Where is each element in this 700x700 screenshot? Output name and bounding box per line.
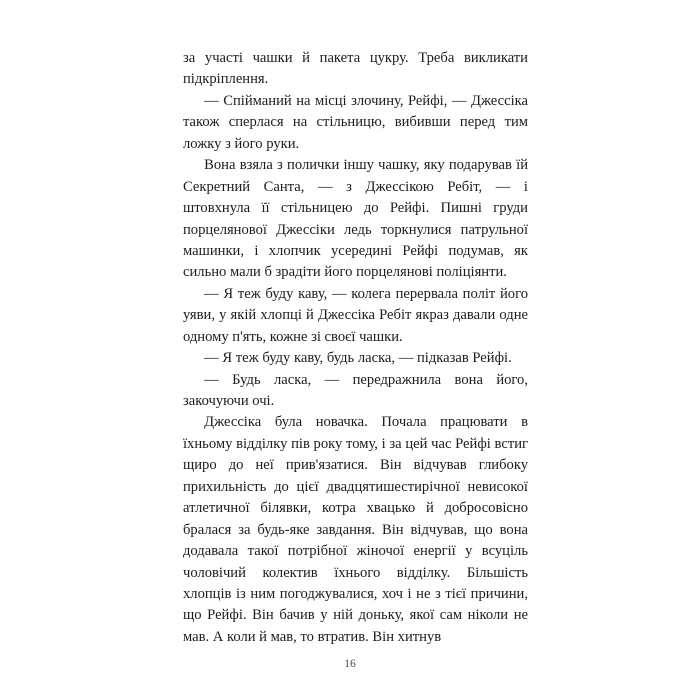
paragraph: — Спійманий на місці злочину, Рейфі, — Джессіка також сперлася на стільницю, вибивши перед тим ложку з його руки. (183, 92, 528, 152)
page-number: 16 (344, 658, 356, 670)
body-text-column (183, 48, 528, 648)
paragraph: за участі чашки й пакета цукру. Треба викликати підкріплення. (183, 50, 528, 88)
paragraph: Джессіка була новачка. Почала працювати в їхньому відділку пів року тому, і за цей час Рейфі встиг щиро до неї прив'язатися. Він відчував глибоку прихильність до цієї двадцятишестирічної невисокої атлетичної білявки, котра хвацько й добросовісно бралася за будь-яке завдання. Він відчував, що вона додавала такої потрібної жіночої енергії у всуціль чоловічий колектив їхнього відділку. Більшість хлопців із ним погоджувалися, хоч і не з тієї причини, що Рейфі. Він бачив у ній доньку, якої сам ніколи не мав. А коли й мав, то втратив. Він хитнув (183, 414, 528, 645)
paragraph: — Будь ласка, — передражнила вона його, закочуючи очі. (183, 371, 528, 409)
paragraph: Вона взяла з полички іншу чашку, яку подарував їй Секретний Санта, — з Джессікою Ребіт, — і штовхнула її стільницею до Рейфі. Пишні груди порцелянової Джессіки ледь торкнулися патрульної машинки, і хлопчик усередині Рейфі подумав, як сильно мали б зрадіти його порцелянові поліціянти. (183, 157, 528, 281)
paragraph: — Я теж буду каву, будь ласка, — підказав Рейфі. (204, 350, 512, 367)
paragraph: — Я теж буду каву, — колега перервала політ його уяви, у якій хлопці й Джессіка Ребіт якраз давали одне одному п'ять, кожне зі своєї чашки. (183, 285, 528, 345)
